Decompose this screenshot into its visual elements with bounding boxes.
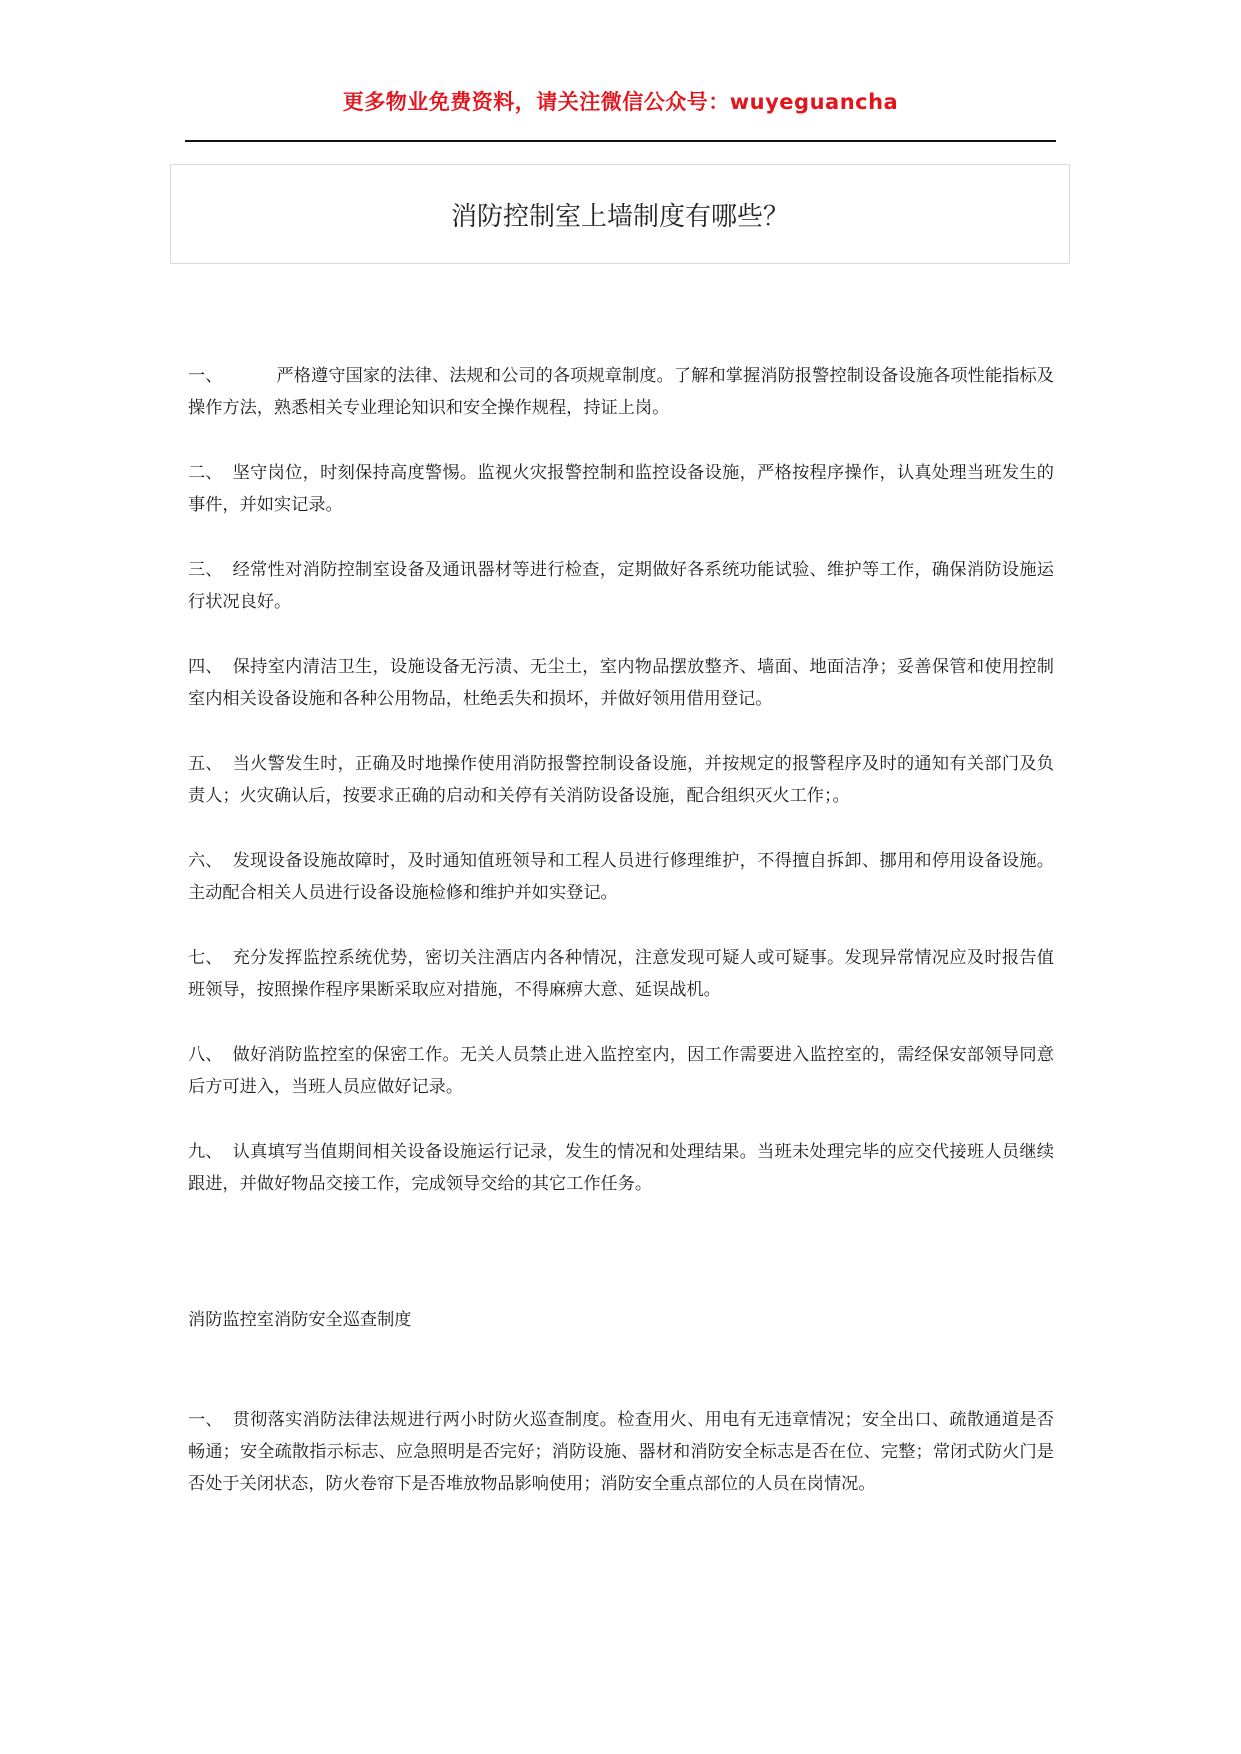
rule-number: 三、 [188,560,223,580]
page-title: 消防控制室上墙制度有哪些？ [450,201,789,232]
rule-paragraph-3 [188,554,1054,618]
rule-text: 贯彻落实消防法律法规进行两小时防火巡查制度。检查用火、用电有无违章情况；安全出口、疏散通道是否畅通；安全疏散指示标志、应急照明是否完好；消防设施、器材和消防安全标志是否在位、完整；常闭式防火门是否处于关闭状态，防火卷帘下是否堆放物品影响使用；消防安全重点部位的人员在岗情况。 [188,1410,1054,1494]
rule-text: 保持室内清洁卫生，设施设备无污渍、无尘土，室内物品摆放整齐、墙面、地面洁净；妥善保管和使用控制室内相关设备设施和各种公用物品，杜绝丢失和损坏，并做好领用借用登记。 [188,657,1054,709]
rule-paragraph-9 [188,1136,1054,1200]
rule-text: 严格遵守国家的法律、法规和公司的各项规章制度。了解和掌握消防报警控制设备设施各项性能指标及操作方法，熟悉相关专业理论知识和安全操作规程，持证上岗。 [188,366,1054,418]
rule-number: 四、 [188,657,223,677]
rule-number: 一、 [188,1410,223,1430]
rule-paragraph-4 [188,651,1054,715]
rule-paragraph-5 [188,748,1054,812]
rule-text: 坚守岗位，时刻保持高度警惕。监视火灾报警控制和监控设备设施，严格按程序操作，认真处理当班发生的事件，并如实记录。 [188,463,1054,515]
patrol-rule-paragraph-1 [188,1404,1054,1500]
rule-text: 充分发挥监控系统优势，密切关注酒店内各种情况，注意发现可疑人或可疑事。发现异常情况应及时报告值班领导，按照操作程序果断采取应对措施，不得麻痹大意、延误战机。 [188,948,1054,1000]
rule-number: 九、 [188,1142,223,1162]
rule-text: 做好消防监控室的保密工作。无关人员禁止进入监控室内，因工作需要进入监控室的，需经保安部领导同意后方可进入，当班人员应做好记录。 [188,1045,1054,1097]
rule-text: 认真填写当值期间相关设备设施运行记录，发生的情况和处理结果。当班未处理完毕的应交代接班人员继续跟进，并做好物品交接工作，完成领导交给的其它工作任务。 [188,1142,1054,1194]
rule-paragraph-2 [188,457,1054,521]
rule-number: 六、 [188,851,223,871]
title-box [170,164,1070,264]
rule-number: 八、 [188,1045,223,1065]
rule-text: 当火警发生时，正确及时地操作使用消防报警控制设备设施，并按规定的报警程序及时的通知有关部门及负责人；火灾确认后，按要求正确的启动和关停有关消防设备设施，配合组织灭火工作；。 [188,754,1054,806]
header-divider [185,140,1056,142]
rule-number: 二、 [188,463,223,483]
rule-paragraph-1 [188,360,1054,424]
rule-paragraph-7 [188,942,1054,1006]
rule-number: 五、 [188,754,223,774]
rule-number: 七、 [188,948,223,968]
rule-text: 经常性对消防控制室设备及通讯器材等进行检查，定期做好各系统功能试验、维护等工作，确保消防设施运行状况良好。 [188,560,1054,612]
header-banner: 更多物业免费资料，请关注微信公众号：wuyeguancha [342,90,899,114]
rule-paragraph-8 [188,1039,1054,1103]
rule-number: 一、 [188,366,223,386]
rule-text: 发现设备设施故障时，及时通知值班领导和工程人员进行修理维护，不得擅自拆卸、挪用和停用设备设施。主动配合相关人员进行设备设施检修和维护并如实登记。 [188,851,1054,903]
section-heading: 消防监控室消防安全巡查制度 [188,1310,412,1330]
rule-paragraph-6 [188,845,1054,909]
